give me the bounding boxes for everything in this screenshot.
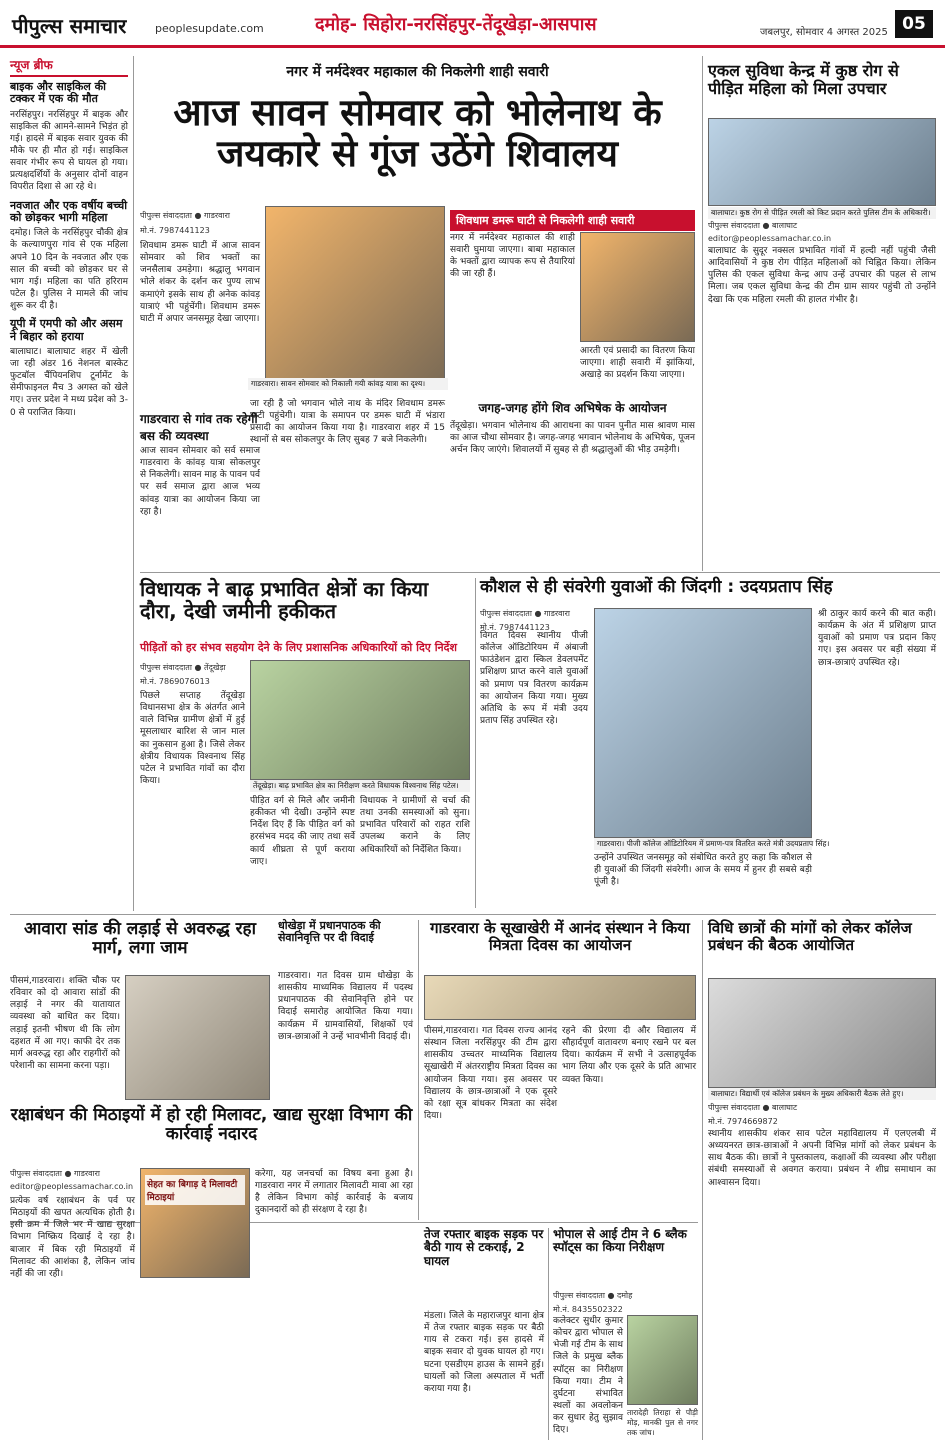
leprosy-byline-block [708, 220, 832, 243]
bull-fight-photo [125, 975, 270, 1100]
column-divider [702, 920, 703, 1440]
bhopal-headline[interactable]: भोपाल से आई टीम ने 6 ब्लैक स्पॉट्स का किया निरीक्षण [553, 1227, 687, 1255]
college-byline: पीपुल्स संवाददाता ● बालाघाट [708, 1103, 797, 1112]
sweets-byline: पीपुल्स संवाददाता ● गाडरवारा [10, 1169, 101, 1178]
leprosy-text: बालाघाट के सुदूर नक्सल प्रभावित गांवों में हल्दी नहीं पहुंची जैसी आदिवासियों ने कुष्ठ रोग पीड़ित महिलाओं को चिह्नित किया। लेकिन पुलिस की एकल सुविधा केन्द्र आप उन्हें उपचार की पहल से लाभ मिला। जब एकल सुविधा केन्द्र की टीम ग्राम सायर पहुंची तो उन्होंने देखा कि एक महिला रमली की हालत गंभीर है। [708, 246, 936, 305]
news-brief-column [10, 56, 128, 911]
brief-headline-3[interactable]: यूपी में एमपी को और असम ने बिहार को हराया [10, 317, 123, 343]
masthead [0, 0, 945, 48]
principal-text: गाडरवारा। गत दिवस ग्राम धोखेड़ा के शासकीय माध्यमिक विद्यालय में पदस्थ प्रधानपाठक की सेवानिवृत्ति होने पर विदाई समारोह आयोजित किया गया। कार्यक्रम में ग्रामवासियों, शिक्षकों एवं छात्र-छात्राओं ने उन्हें भावभीनी विदाई दी। [278, 971, 413, 1042]
lead-side-text: नगर में नर्मदेश्वर महाकाल की शाही सवारी घुमाया जाएगा। बाबा महाकाल के भक्तों द्वारा व्यापक रूप से तैयारियां की जा रही हैं। [450, 233, 575, 280]
bhopal-byline-block [553, 1290, 698, 1315]
mla-mobile: मो.नं. 7869076013 [140, 677, 210, 686]
skills-mobile: मो.नं. 7987441123 [480, 623, 550, 632]
lead-subhead-box [140, 404, 260, 448]
bhopal-mobile: मो.नं. 8435502322 [553, 1305, 623, 1314]
lead-sub2-heading: जगह-जगह होंगे शिव अभिषेक के आयोजन [478, 401, 667, 415]
column-divider [548, 1228, 549, 1440]
section-divider [10, 914, 936, 915]
friendship-text: पीसमं,गाडरवारा। गत दिवस राज्य आनंद संस्थान जिला नरसिंहपुर की टीम द्वारा शासकीय उच्चतर माध्यमिक विद्यालय सूखाखेरी में अंतरराष्ट्रीय मित्रता दिवस का आयोजन किया गया। इस अवसर पर विद्यालय के छात्र-छात्राओं ने एक दूसरे को रक्षा सूत्र बांधकर मित्रता का संदेश दिया। [424, 1026, 557, 1121]
mla-deck: पीड़ितों को हर संभव सहयोग देने के लिए प्रशासनिक अधिकारियों को दिए निर्देश [140, 641, 457, 654]
bull-headline[interactable]: आवारा सांड की लड़ाई से अवरुद्ध रहा मार्ग, लगा जाम [24, 919, 256, 959]
brief-text-2: दमोह। जिले के नरसिंहपुर चौकी क्षेत्र के कल्याणपुरा गांव से एक महिला अपने 10 दिन के नवजात और एक साल की बच्ची को छोड़कर घर से भाग गई। महिला का पति हरिराम पटेल है। पुलिस ने मामले की जांच शुरू कर दी है। [10, 228, 128, 312]
brief-headline-1[interactable]: बाइक और साइकिल की टक्कर में एक की मौत [10, 80, 106, 106]
bull-text: पीसमं,गाडरवारा। शक्ति चौक पर रविवार को दो आवारा सांडों की लड़ाई ने नगर की यातायात व्यवस्था को बाधित कर दिया। लड़ाई इतनी भीषण थी कि लोग दहशत में आ गए। काफी देर तक मार्ग अवरुद्ध रहा और राहगीरों को परेशानी का सामना करना पड़ा। [10, 976, 120, 1071]
column-divider [133, 56, 134, 911]
sweets-text: प्रत्येक वर्ष रक्षाबंधन के पर्व पर मिठाइयों की खपत अत्यधिक होती है। इसी क्रम में जिले भर में खाद्य सुरक्षा विभाग निष्क्रिय दिखाई दे रहा है। बाजार में बिक रही मिठाइयों में मिलावट की आशंका है, लेकिन जांच नहीं की जा रही। [10, 1196, 135, 1279]
column-divider [475, 578, 476, 908]
brief-text-1: नरसिंहपुर। नरसिंहपुर में बाइक और साइकिल की आमने-सामने भिड़ंत हो गई। हादसे में बाइक सवार युवक की मौके पर ही मौत हो गई। साइकिल सवार गंभीर रूप से घायल हो गया। प्रत्यक्षदर्शियों के अनुसार दोनों वाहन विपरीत दिशा से आ रहे थे। [10, 109, 128, 193]
black-spot-photo [627, 1315, 698, 1405]
mla-photo-caption: तेंदूखेड़ा। बाढ़ प्रभावित क्षेत्र का निरीक्षण करते विधायक विश्वनाथ सिंह पटेल। [250, 780, 470, 792]
brief-headline-2[interactable]: नवजात और एक वर्षीय बच्ची को छोड़कर भागी महिला [10, 198, 128, 224]
kanwar-yatra-photo [265, 206, 445, 386]
sweets-byline-block [10, 1168, 135, 1191]
bike-text: मंडला। जिले के महाराजपुर थाना क्षेत्र में तेज रफ्तार बाइक सड़क पर बैठी गाय से टकरा गई। इस हादसे में बाइक सवार दो युवक घायल हो गए। घटना एसडीएम हाउस के सामने हुई। घायलों को जिला अस्पताल में भर्ती कराया गया है। [424, 1311, 544, 1394]
lead-sub2-text: तेंदूखेड़ा। भगवान भोलेनाथ की आराधना का पावन पुनीत मास श्रावण मास का आज चौथा सोमवार है। जगह-जगह भगवान भोलेनाथ के अभिषेक, पूजन अर्चन किए जाएंगे। शिवालयों में सुबह से ही श्रद्धालुओं की भीड़ उमड़ेगी। [450, 421, 695, 456]
lead-side-caption: आरती एवं प्रसादी का वितरण किया जाएगा। शाही सवारी में झांकियां, अखाड़े का प्रदर्शन किया जाएगा। [580, 346, 695, 381]
certificate-photo [594, 608, 812, 838]
skills-photo-caption: गाडरवारा। पीजी कॉलेज ऑडिटोरियम में प्रमाण-पत्र वितरित करते मंत्री उदयप्रताप सिंह। [594, 838, 812, 850]
website-link[interactable]: peoplesupdate.com [155, 22, 264, 35]
skills-byline: पीपुल्स संवाददाता ● गाडरवारा [480, 609, 571, 618]
page-number: 05 [895, 10, 933, 38]
lead-side-label: शिवधाम डमरू घाटी से निकलेगी शाही सवारी [450, 210, 695, 231]
section-title: दमोह- सिहोरा-नरसिंहपुर-तेंदूखेड़ा-आसपास [315, 14, 597, 35]
sweets-email[interactable]: editor@peoplessamachar.co.in [10, 1182, 134, 1191]
bike-headline[interactable]: तेज रफ्तार बाइक सड़क पर बैठी गाय से टकराई, 2 घायल [424, 1227, 544, 1268]
lead-subhead: गाडरवारा से गांव तक रहेगी बस की व्यवस्था [140, 412, 258, 443]
lead-column-2: आज सावन सोमवार को सर्व समाज गाडरवारा के कांवड़ यात्रा सोकलपुर से निकलेगी। सावन माह के पावन पर्व पर सर्व समाज द्वारा आज भव्य कांवड़ यात्रा का आयोजन किया जा रहा है। [140, 446, 260, 517]
leprosy-photo [708, 118, 936, 206]
leprosy-byline: पीपुल्स संवाददाता ● बालाघाट [708, 221, 797, 230]
skills-headline[interactable]: कौशल से ही संवरेगी युवाओं की जिंदगी : उदयप्रताप सिंह [480, 577, 833, 597]
skills-column-3: श्री ठाकुर कार्य करने की बात कही। कार्यक्रम के अंत में प्रशिक्षण प्राप्त युवाओं को प्रमाण पत्र प्रदान किए गए। इस अवसर पर बड़ी संख्या में छात्र-छात्राएं उपस्थित रहे। [818, 609, 936, 668]
skills-column-2: उन्होंने उपस्थित जनसमूह को संबोधित करते हुए कहा कि कौशल से ही युवाओं की जिंदगी संवरेगी। आज के समय में हुनर ही सबसे बड़ी पूंजी है। [594, 853, 812, 888]
college-meeting-photo [708, 978, 936, 1088]
skills-column-1: विगत दिवस स्थानीय पीजी कॉलेज ऑडिटोरियम में अंबाजी फाउंडेशन द्वारा स्किल डेवलपमेंट प्रशिक्षण प्राप्त करने वाले युवाओं को प्रमाण पत्र वितरण कार्यक्रम का आयोजन किया गया। मुख्य अतिथि के रूप में मंत्री उदय प्रताप सिंह उपस्थित रहे। [480, 631, 588, 726]
bhopal-byline: पीपुल्स संवाददाता ● दमोह [553, 1291, 633, 1300]
friendship-text-2: रहने की प्रेरणा दी और विद्यालय में सौहार्दपूर्ण वातावरण बनाए रखने पर बल दिया। कार्यक्रम में सभी ने उत्साहपूर्वक भाग लिया और एक दूसरे के प्रति आभार व्यक्त किया। [562, 1026, 696, 1085]
leprosy-email[interactable]: editor@peoplessamachar.co.in [708, 234, 832, 243]
brief-text-3: बालाघाट। बालाघाट शहर में खेली जा रही अंडर 16 नेशनल बास्केट फुटबॉल चैंपियनशिप टूर्नामेंट के सेमीफाइनल मैच 3 अगस्त को खेले गए। उत्तर प्रदेश ने मध्य प्रदेश को 3-0 से पराजित किया। [10, 346, 128, 418]
flood-inspection-photo [250, 660, 470, 780]
lead-byline: पीपुल्स संवाददाता ● गाडरवारा [140, 211, 231, 220]
mla-byline: पीपुल्स संवाददाता ● तेंदूखेड़ा [140, 663, 226, 672]
sweets-photo-label: सेहत का बिगाड़ दे मिलावटी मिठाइयां [145, 1175, 245, 1205]
lead-column-3: जा रही है जो भगवान भोले नाथ के मंदिर शिवधाम डमरू घाटी पहुंचेगी। यात्रा के समापन पर डमरू घाटी में भंडारा प्रसादी का आयोजन किया गया है। गाडरवारा शहर में 15 स्थानों से बस सोकलपुर के लिए सुबह 7 बजे निकलेगी। [250, 399, 445, 446]
lead-kicker: नगर में नर्मदेश्वर महाकाल की निकलेगी शाही सवारी [286, 64, 549, 80]
newspaper-brand: पीपुल्स समाचार [12, 14, 127, 38]
sweets-text-2: करेगा, यह जनचर्चा का विषय बना हुआ है। गाडरवारा नगर में लगातार मिलावटी मावा आ रहा है लेकिन विभाग कोई कार्रवाई के बजाय दुकानदारों को ही संरक्षण दे रहा है। [255, 1169, 413, 1216]
college-photo-caption: बालाघाट। विद्यार्थी एवं कॉलेज प्रबंधन के मुख्य अधिकारी बैठक लेते हुए। [708, 1088, 936, 1100]
friendship-photo [424, 975, 696, 1020]
college-byline-block [708, 1102, 936, 1127]
mla-byline-block [140, 662, 250, 687]
sweets-headline[interactable]: रक्षाबंधन की मिठाइयों में हो रही मिलावट, खाद्य सुरक्षा विभाग की कार्रवाई नदारद [10, 1105, 413, 1145]
leprosy-headline[interactable]: एकल सुविधा केन्द्र में कुष्ठ रोग से पीड़ित महिला को मिला उपचार [708, 61, 899, 98]
section-divider [140, 572, 940, 573]
mla-column-1: पिछले सप्ताह तेंदूखेड़ा विधानसभा क्षेत्र के अंतर्गत आने वाले विभिन्न ग्रामीण क्षेत्रों में हुई मूसलाधार बारिश से जान माल का नुकसान हुआ है। जिसे लेकर क्षेत्रीय विधायक विश्वनाथ सिंह पटेल ने प्रभावित गांवों का दौरा किया। [140, 691, 245, 786]
procession-photo [580, 232, 695, 342]
news-brief-label: न्यूज ब्रीफ [10, 56, 128, 77]
bhopal-caption: तारादेही तिराहा से पौड़ी मोड़, मानकी पुल से नगर तक जांच। [627, 1408, 698, 1438]
lead-byline-block [140, 210, 260, 236]
college-text: स्थानीय शासकीय शंकर साव पटेल महाविद्यालय में एलएलबी में अध्ययनरत छात्र-छात्राओं ने अपनी विभिन्न मांगों को लेकर प्रबंधन के साथ बैठक की। छात्रों ने पुस्तकालय, कक्षाओं की व्यवस्था और परीक्षा संबंधी समस्याओं से अवगत कराया। प्रबंधन ने शीघ्र समाधान का आश्वासन दिया। [708, 1129, 936, 1188]
bhopal-text: कलेक्टर सुधीर कुमार कोचर द्वारा भोपाल से भेजी गई टीम के साथ जिले के प्रमुख ब्लैक स्पॉट्स का निरीक्षण किया गया। टीम ने दुर्घटना संभावित स्थलों का अवलोकन कर सुधार हेतु सुझाव दिए। [553, 1316, 623, 1436]
column-divider [418, 920, 419, 1220]
college-headline[interactable]: विधि छात्रों की मांगों को लेकर कॉलेज प्रबंधन की बैठक आयोजित [708, 919, 912, 954]
lead-headline[interactable]: आज सावन सोमवार को भोलेनाथ के जयकारे से गूंज उठेंगे शिवालय [173, 91, 662, 176]
mla-column-2: पीड़ित वर्ग से मिले और जमीनी हकीकत भी देखी। उन्होंने स्पष्ट निर्देश दिए हैं कि पीड़ित वर्ग को हरसंभव मदद की जाए तथा सर्वे कार्य शीघ्रता से पूर्ण कराया जाए। [250, 796, 355, 867]
lead-column-1: शिवधाम डमरू घाटी में आज सावन सोमवार को शिव भक्तों का जनसैलाब उमड़ेगा। श्रद्धालु भगवान भोले शंकर के दर्शन कर पुण्य लाभ कमाएंगे इसके साथ ही अनेक कांवड़ यात्राएं भी पहुंचेंगी। शिवधाम डमरू घाटी में अपार जनसमूह देखा जाएगा। [140, 241, 260, 324]
kanwar-photo-caption: गाडरवारा। सावन सोमवार को निकाली गयी कांवड़ यात्रा का दृश्य। [248, 378, 448, 390]
mla-headline[interactable]: विधायक ने बाढ़ प्रभावित क्षेत्रों का किया दौरा, देखी जमीनी हकीकत [140, 577, 429, 624]
column-divider [702, 56, 703, 571]
college-mobile: मो.नं. 7974669872 [708, 1117, 778, 1126]
lead-sub2-box [450, 393, 695, 420]
issue-date: जबलपुर, सोमवार 4 अगस्त 2025 [760, 27, 888, 38]
leprosy-photo-caption: बालाघाट। कुष्ठ रोग से पीड़ित रमली को किट प्रदान करते पुलिस टीम के अधिकारी। [708, 207, 936, 219]
mla-column-3: विधायक ने ग्रामीणों से चर्चा की तथा उनकी समस्याओं को सुना। प्रभावित परिवारों को राहत राशि उपलब्ध कराने के लिए अधिकारियों को निर्देशित किया। [360, 796, 470, 855]
friendship-headline[interactable]: गाडरवारा के सूखाखेरी में आनंद संस्थान ने किया मित्रता दिवस का आयोजन [430, 919, 690, 954]
principal-headline[interactable]: धोखेड़ा में प्रधानपाठक की सेवानिवृत्ति पर दी विदाई [278, 919, 381, 945]
lead-mobile: मो.नं. 7987441123 [140, 226, 210, 235]
